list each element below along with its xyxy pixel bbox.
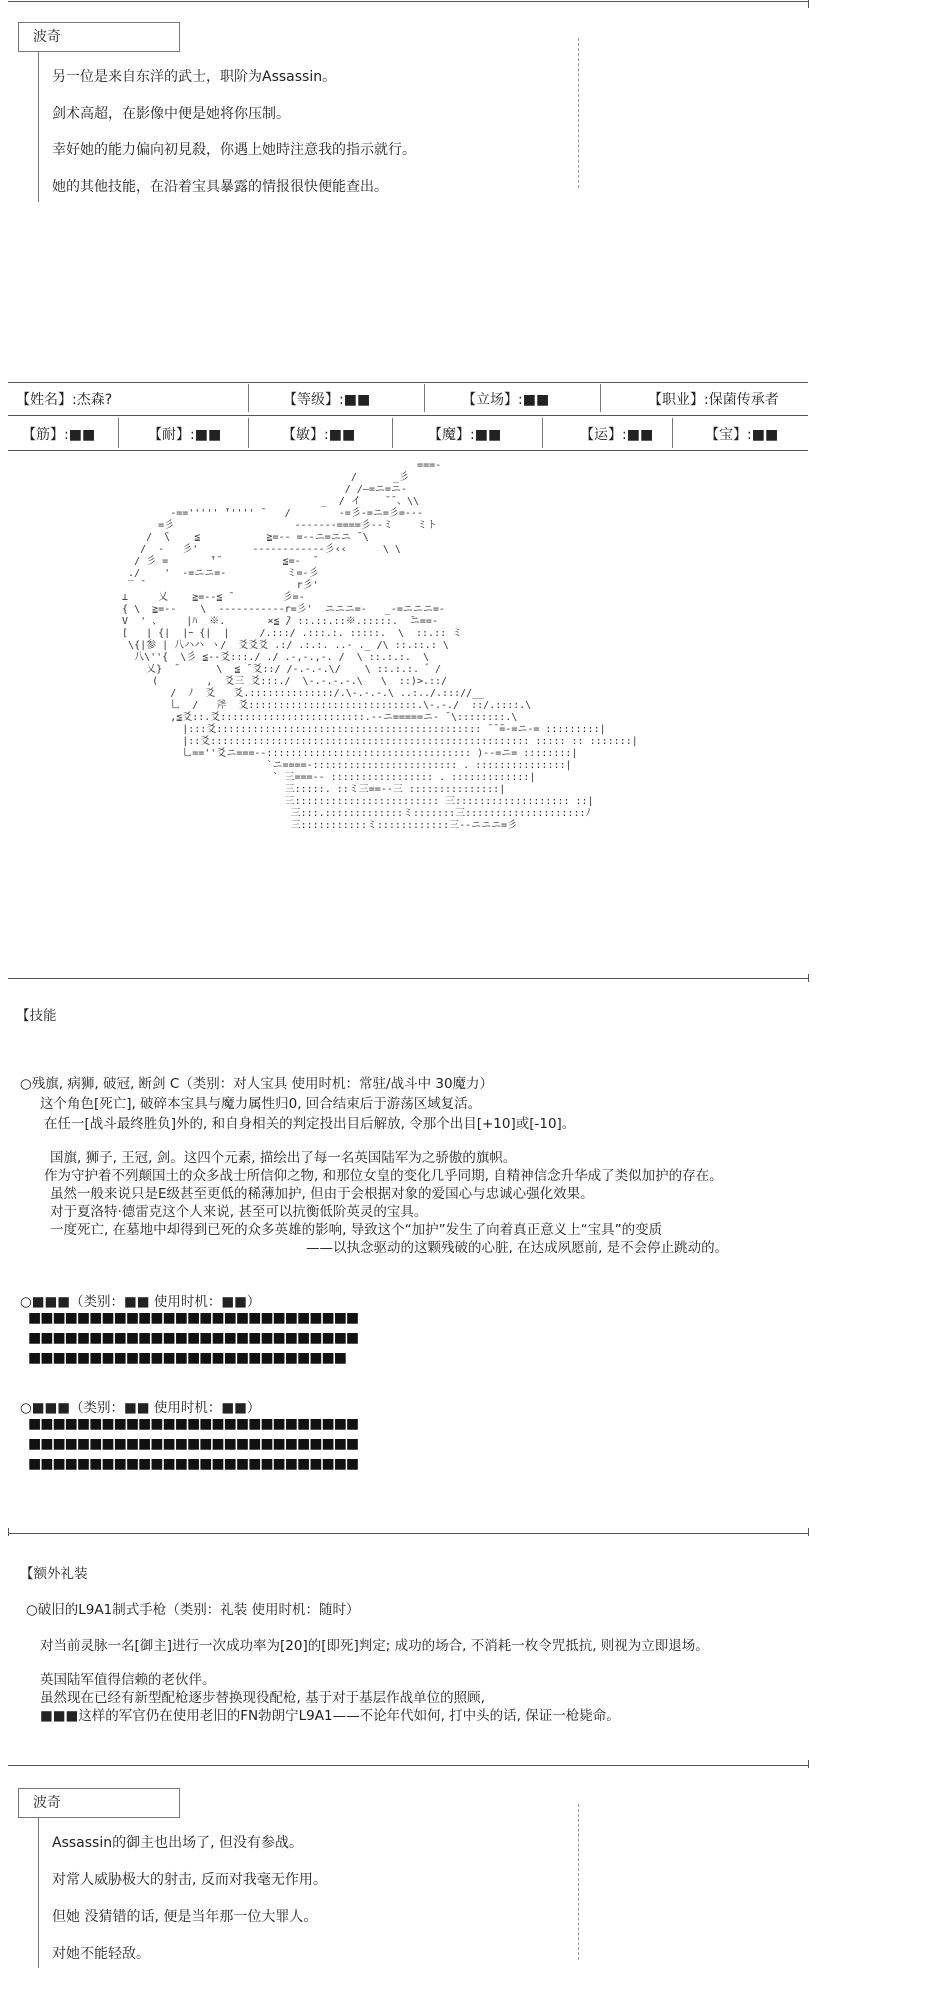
equipment-heading: 【额外礼装 (20, 1566, 88, 1582)
stat-np: 【宝】:■■ (705, 427, 779, 443)
cell-divider (248, 418, 249, 448)
equipment-line: 虽然现在已经有新型配枪逐步替换现役配枪, 基于对于基层作战单位的照顾, (40, 1690, 485, 1706)
stat-mag: 【魔】:■■ (428, 427, 502, 443)
skill1-line: 这个角色[死亡], 破碎本宝具与魔力属性归0, 回合结束后于游荡区域复活。 (40, 1096, 482, 1112)
equipment-bottom-rule (8, 1765, 808, 1766)
equipment-line: 对当前灵脉一名[御主]进行一次成功率为[20]的[即死]判定; 成功的场合, 不消耗一枚令咒抵抗, 则视为立即退场。 (40, 1638, 709, 1654)
cell-divider (672, 418, 673, 448)
speaker-name: 波奇 (33, 1795, 61, 1811)
rule-tick (808, 1528, 809, 1536)
cell-divider (424, 384, 425, 412)
top-rule-tick (808, 0, 809, 8)
cell-divider (600, 384, 601, 412)
dialog-line: Assassin的御主也出场了, 但没有参战。 (52, 1835, 303, 1851)
profile-level: 【等级】:■■ (283, 392, 371, 408)
skill2-title: ○■■■（类别：■■ 使用时机：■■） (20, 1294, 261, 1310)
cell-divider (392, 418, 393, 448)
dialog-line: 她的其他技能，在沿着宝具暴露的情报很快便能查出。 (52, 179, 388, 195)
cell-divider (542, 418, 543, 448)
redacted-bar: ■■■■■■■■■■■■■■■■■■■■■■■■■■ (28, 1350, 346, 1366)
profile-mid-rule (8, 415, 808, 416)
rule-tick (808, 974, 809, 982)
cell-divider (118, 418, 119, 448)
profile-top-rule (8, 382, 808, 383)
cell-divider (248, 384, 249, 412)
skill1-line: 国旗, 狮子, 王冠, 剑。这四个元素, 描绘出了每一名英国陆军为之骄傲的旗帜。 (50, 1150, 517, 1166)
skills-top-rule (8, 978, 808, 979)
speaker-name: 波奇 (33, 29, 61, 45)
redacted-bar: ■■■■■■■■■■■■■■■■■■■■■■■■■■■ (28, 1310, 359, 1326)
profile-name: 【姓名】:杰森? (16, 392, 113, 408)
skills-heading: 【技能 (16, 1008, 57, 1024)
dialog-line: 但她 没猜错的话, 便是当年那一位大罪人。 (52, 1909, 318, 1925)
dialog-right-border (578, 38, 580, 188)
stat-str: 【筋】:■■ (22, 427, 96, 443)
dialog-line: 另一位是来自东洋的武士，职阶为Assassin。 (52, 69, 337, 85)
stat-agi: 【敏】:■■ (282, 427, 356, 443)
equipment-line: ■■■这样的军官仍在使用老旧的FN勃朗宁L9A1——不论年代如何, 打中头的话, 保证一枪毙命。 (40, 1708, 620, 1724)
skill1-title: ○残旗, 病狮, 破冠, 断剑 C（类别：对人宝具 使用时机：常驻/战斗中 30魔力） (20, 1076, 494, 1092)
dialog-line: 对常人威胁极大的射击, 反而对我毫无作用。 (52, 1872, 327, 1888)
character-ascii-art: ===- / _彡 / /―=ニ=ニ- _ / イ ̄ ̄ 、\\ -==''''' ̄''''' ̄ / -=彡-=ニ=彡=--- =彡 -------====彡--ミ ミト / ̄\ ≦ ≧=-- =--ニ=ニニ ̄ \ / - 彡' ------------彡‹‹ \ \ / 彡 = ̄'̄ ≦=- ̄ ./ ' -=ニニ=- ミ=-彡 ‾ ̄ r彡' ⊥ 乂 ≧=--≦ ̄ 彡=- { \ ≧=-- \ -----------r=彡' ニニニ=- _-=ニニニ=- V ' 、 |ﾊ ※. ×≦ ̄/ ::.::.::※.:::::. ̄ニ==- [ | {| |ｰ {| | /.:::/ .:::.:. :::::. \ ::.:: ミ \{|参 | 八ハハ ヽ/ 爻爻爻 .:/ .:.:. ..- ._ /\ ::.::.: \ 八\''{ \彡 ≦--爻:::./ ./ .-,-.,-. / \ ::.:.:. \ 乂} ̄ \ ≦ ̄ 爻::/ /-.-.-.\/ \ ::.:.:. ゛/ ( , 爻三 爻:::./ \-.-.-.-.\ \ ::)>.::/ / ﾉ 爻 爻.::::::::::::::/.\-.-.-.\ ..:../.::://__ 乚 / 斧 爻::::::::::::::::::::::::::::.\-.-./ ::/.::::.\ ,≦爻::.爻::::::::::::::::::::::::.--ニ=====ニ- ̄ \::::::::.\ |:::爻:::::::::::::::::::::::::::::::::::::::::::: ̄ ̄ ̄=-=ニ-= :::::::::| |::爻::::::::::::::::::::::::::::::::::::::::::::::::::::: ::::: :: :::::::| 乚==''爻ニ===--:::::::::::::::::::::::::::::::::: )--=ニ= ::::::::| `ニ====-:::::::::::::::::::::::: . :::::::::::::::| ` 三===-- ::::::::::::::::: . :::::::::::::| 三:::::. ::ミ三==--三 :::::::::::::::| 三:::::::::::::::::::::::: 三::::::::::::::::::: ::| 三:::.:::::::::::::ミ:::::::三::::::::::::::::::::ﾉ 三:::::::::::ミ::::::::::::三--ニニニ=彡 (122, 460, 638, 831)
profile-alignment: 【立场】:■■ (462, 392, 550, 408)
redacted-bar: ■■■■■■■■■■■■■■■■■■■■■■■■■■■ (28, 1416, 359, 1432)
stat-luk: 【运】:■■ (580, 427, 654, 443)
stat-end: 【耐】:■■ (148, 427, 222, 443)
dialog-line: 剑术高超，在影像中便是她将你压制。 (52, 106, 290, 122)
top-rule (8, 1, 808, 2)
equipment-item-title: ○破旧的L9A1制式手枪（类别：礼装 使用时机：随时） (26, 1602, 360, 1618)
rule-tick (8, 1528, 9, 1536)
dialog-line: 对她不能轻敌。 (52, 1946, 150, 1962)
redacted-bar: ■■■■■■■■■■■■■■■■■■■■■■■■■■■ (28, 1456, 359, 1472)
redacted-bar: ■■■■■■■■■■■■■■■■■■■■■■■■■■■ (28, 1330, 359, 1346)
skill1-line: 虽然一般来说只是E级甚至更低的稀薄加护, 但由于会根据对象的爱国心与忠诚心强化效果。 (50, 1186, 594, 1202)
equipment-line: 英国陆军值得信赖的老伙伴。 (40, 1672, 216, 1688)
dialog-line: 幸好她的能力偏向初見殺，你遇上她時注意我的指示就行。 (52, 142, 416, 158)
profile-class: 【职业】:保菌传承者 (648, 392, 779, 408)
skill1-line: 一度死亡, 在墓地中却得到已死的众多英雄的影响, 导致这个“加护”发生了向着真正意义上“宝具”的变质 (50, 1222, 663, 1238)
profile-bottom-rule (8, 450, 808, 451)
dialog-left-border (38, 52, 39, 202)
skill1-line: 作为守护着不列颠国土的众多战士所信仰之物, 和那位女皇的变化几乎同期, 自精神信念升华成了类似加护的存在。 (44, 1168, 723, 1184)
redacted-bar: ■■■■■■■■■■■■■■■■■■■■■■■■■■■ (28, 1436, 359, 1452)
dialog-left-border (38, 1818, 39, 1968)
speaker-name-box (18, 1788, 180, 1818)
speaker-name-box (18, 22, 180, 52)
skill1-line: ——以执念驱动的这颗残破的心脏, 在达成夙愿前, 是不会停止跳动的。 (306, 1240, 729, 1256)
skill1-line: 对于夏洛特·德雷克这个人来说, 甚至可以抗衡低阶英灵的宝具。 (50, 1204, 428, 1220)
skill1-line: 在任一[战斗最终胜负]外的, 和自身相关的判定投出目后解放, 令那个出目[+10]或[-10]。 (44, 1116, 576, 1132)
skill3-title: ○■■■（类别：■■ 使用时机：■■） (20, 1400, 261, 1416)
equipment-top-rule (8, 1533, 808, 1534)
dialog-right-border (578, 1804, 580, 1960)
rule-tick (808, 1760, 809, 1768)
